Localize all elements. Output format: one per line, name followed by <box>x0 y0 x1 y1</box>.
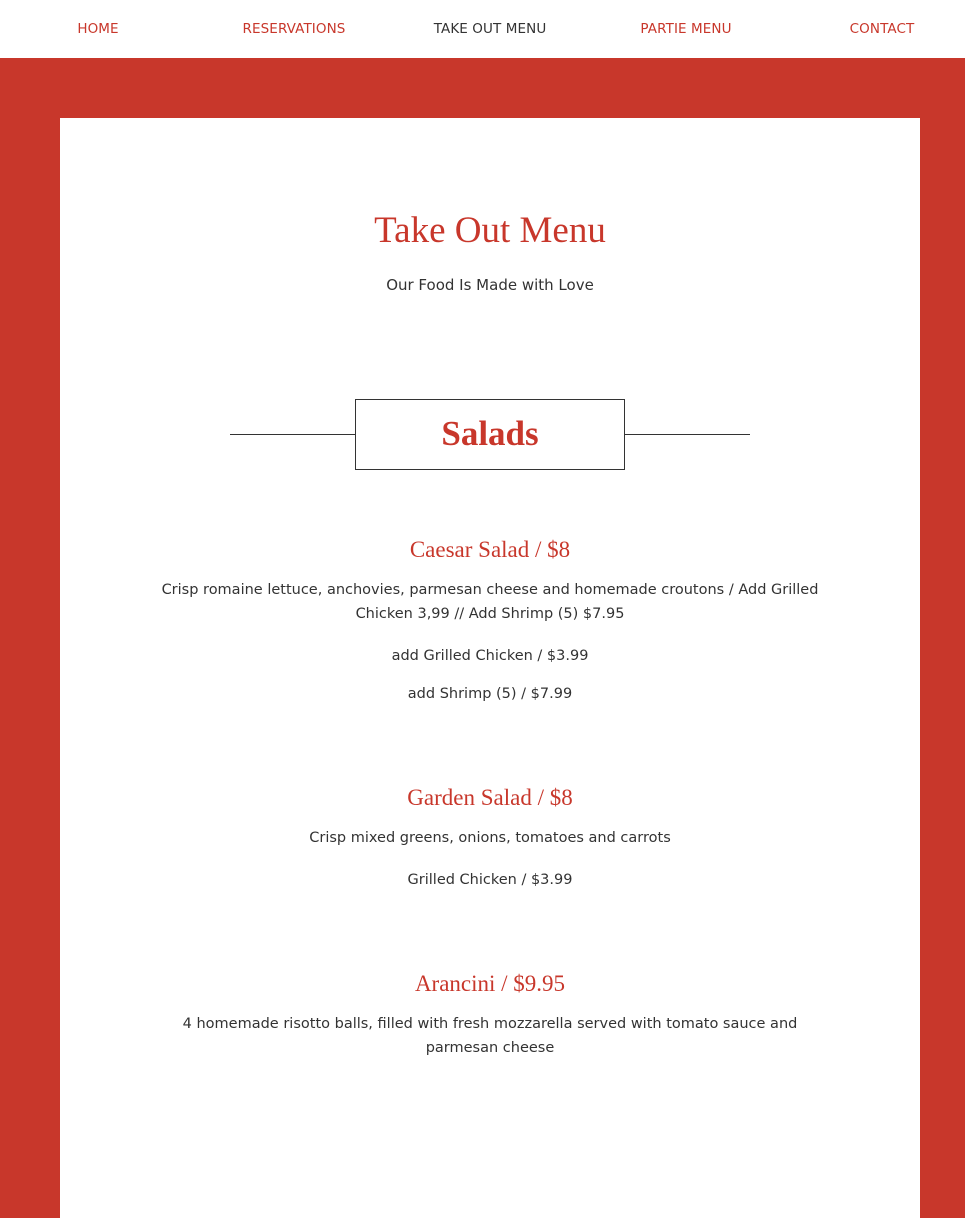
nav-item-take-out-menu[interactable]: TAKE OUT MENU <box>433 21 547 37</box>
nav-item-partie-menu[interactable]: PARTIE MENU <box>640 21 732 37</box>
menu-item-name-garden-salad: Garden Salad / $8 <box>407 785 573 810</box>
menu-item-name-arancini: Arancini / $9.95 <box>414 971 566 996</box>
section-title-salads: Salads <box>441 414 539 453</box>
menu-item-description-garden-salad: Crisp mixed greens, onions, tomatoes and carrots <box>309 830 671 846</box>
top-navigation <box>0 0 965 58</box>
nav-item-contact[interactable]: CONTACT <box>849 21 915 37</box>
nav-item-home[interactable]: HOME <box>77 21 119 37</box>
section-divider-right <box>625 434 750 435</box>
menu-card <box>60 118 920 1218</box>
nav-item-reservations[interactable]: RESERVATIONS <box>242 21 346 37</box>
menu-item-description-arancini: 4 homemade risotto balls, filled with fresh mozzarella served with tomato sauce and parmesan cheese <box>182 1016 798 1056</box>
section-divider-left <box>230 434 355 435</box>
menu-item-addon-shrimp: add Shrimp (5) / $7.99 <box>407 686 573 702</box>
menu-item-name-caesar-salad: Caesar Salad / $8 <box>409 537 571 562</box>
page-subtitle: Our Food Is Made with Love <box>386 276 594 294</box>
page-title: Take Out Menu <box>374 210 606 251</box>
menu-item-description-caesar-salad: Crisp romaine lettuce, anchovies, parmesan cheese and homemade croutons / Add Grilled Chicken 3,99 // Add Shrimp (5) $7.95 <box>161 582 819 622</box>
menu-item-addon-grilled-chicken: Grilled Chicken / $3.99 <box>407 872 573 888</box>
section-heading-box <box>355 399 625 470</box>
menu-item-addon-grilled-chicken: add Grilled Chicken / $3.99 <box>391 648 589 664</box>
